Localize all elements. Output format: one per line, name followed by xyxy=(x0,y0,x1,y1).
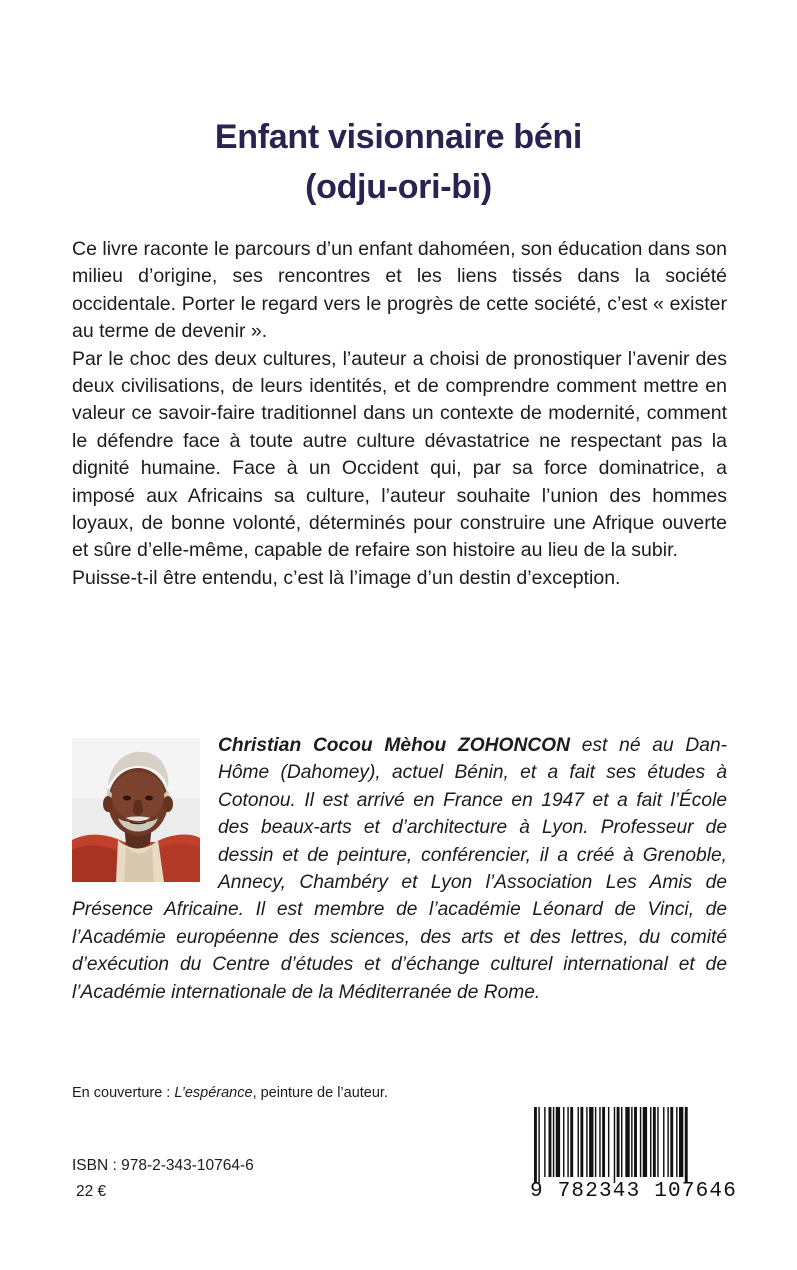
barcode-bar xyxy=(663,1107,664,1177)
barcode-bar xyxy=(640,1107,641,1177)
barcode-bar xyxy=(589,1107,593,1177)
isbn-label: ISBN : 978-2-343-10764-6 xyxy=(72,1157,254,1174)
barcode-bar xyxy=(578,1107,579,1177)
barcode-bar xyxy=(595,1107,596,1177)
barcode-digits: 9 782343 107646 xyxy=(530,1180,738,1203)
blurb-paragraph-3: Puisse-t-il être entendu, c’est là l’image d’un destin d’exception. xyxy=(72,566,621,589)
barcode-bar xyxy=(567,1107,568,1177)
blurb-paragraph-2: Par le choc des deux cultures, l’auteur a choisi de pronostiquer l’avenir des deux civilisations, de leurs identités, et de comprendre comment mettre en valeur ce savoir-faire traditionnel dans un contexte de modernité, comment le défendre face à toute autre culture dévastatrice ne respectant pas la dignité humaine. Face à un Occident qui, par sa force dominatrice, a imposé aux Africains sa culture, l’auteur souhaite l’union des hommes loyaux, de bonne volonté, déterminés pour construire une Afrique ouverte et sûre d’elle-même, capable de refaire son histoire au lieu de la subir. xyxy=(72,347,727,562)
barcode-bar xyxy=(580,1107,583,1177)
cover-credit-prefix: En couverture : xyxy=(72,1085,175,1101)
barcode-bar xyxy=(685,1107,688,1183)
book-title xyxy=(0,112,797,212)
cover-credit-work: L’espérance xyxy=(174,1085,253,1101)
author-bio xyxy=(72,732,727,1006)
barcode-bar xyxy=(556,1107,560,1177)
barcode-bar xyxy=(643,1107,647,1177)
barcode-bar xyxy=(544,1107,545,1177)
barcode-bar xyxy=(602,1107,605,1177)
cover-credit-suffix: , peinture de l’auteur. xyxy=(252,1085,388,1101)
barcode-bar xyxy=(676,1107,677,1177)
back-cover-blurb xyxy=(72,236,727,592)
barcode-bar xyxy=(586,1107,587,1177)
barcode-bar xyxy=(614,1107,615,1183)
blurb-paragraph-1: Ce livre raconte le parcours d’un enfant dahoméen, son éducation dans son milieu d’origine, ses rencontres et les liens tissés dans la société occidentale. Porter le regard vers le progrès de cette société, c’est « exister au terme de devenir ». xyxy=(72,238,727,343)
barcode-bar xyxy=(657,1107,658,1177)
barcode-bar xyxy=(679,1107,683,1177)
price-label: 22 € xyxy=(76,1183,107,1200)
barcode-bar xyxy=(608,1107,609,1177)
book-title-line-1: Enfant visionnaire béni xyxy=(214,118,583,156)
book-title-line-2: (odju-ori-bi) xyxy=(305,168,492,206)
barcode-bar xyxy=(621,1107,622,1177)
cover-credit xyxy=(72,1085,388,1101)
barcode-bar xyxy=(563,1107,564,1177)
barcode-bar xyxy=(553,1107,554,1177)
barcode-bar xyxy=(538,1107,539,1183)
portrait-spacer xyxy=(72,732,218,884)
barcode-bar xyxy=(653,1107,656,1177)
author-name: Christian Cocou Mèhou ZOHONCON xyxy=(218,735,570,756)
barcode-bar xyxy=(650,1107,651,1177)
author-bio-text: est né au Dan-Hôme (Dahomey), actuel Bénin, et a fait ses études à Cotonou. Il est arrivé en France en 1947 et a fait l’École des beaux-arts et d’architecture à Lyon. Professeur de dessin et de peinture, conférencier, il a créé à Grenoble, Annecy, Chambéry et Lyon l’Association Les Amis de Présence Africaine. Il est membre de l’académie Léonard de Vinci, de l’Académie européenne des sciences, des arts et des lettres, du comité d’exécution du Centre d’études et d’échange culturel international et de l’Académie internationale de la Méditerranée de Rome. xyxy=(72,735,728,1003)
barcode-bar xyxy=(534,1107,537,1183)
barcode-bar xyxy=(670,1107,673,1177)
barcode-bar xyxy=(599,1107,600,1177)
barcode-bar xyxy=(625,1107,629,1177)
barcode-bar xyxy=(631,1107,632,1177)
barcode-bar xyxy=(667,1107,668,1177)
barcode-bar xyxy=(617,1107,620,1177)
barcode-bar xyxy=(570,1107,573,1177)
barcode-bar xyxy=(634,1107,637,1177)
barcode-bar xyxy=(549,1107,552,1177)
